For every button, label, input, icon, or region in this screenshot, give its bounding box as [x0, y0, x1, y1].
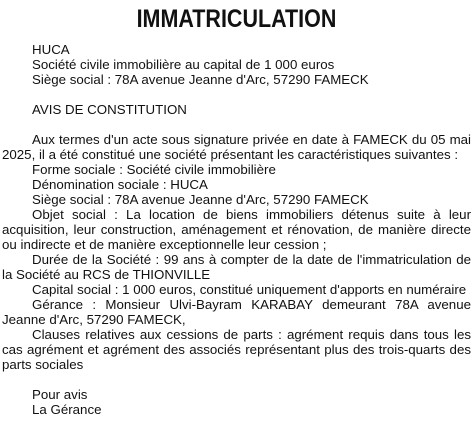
notice-body	[2, 42, 471, 417]
notice-title: AVIS DE CONSTITUTION	[32, 102, 187, 117]
field-duration: Durée de la Société : 99 ans à compter de la date de l'immatriculation de la Société au RCS de THIONVILLE	[2, 252, 471, 282]
field-capital: Capital social : 1 000 euros, constitué uniquement d'apports en numéraire	[32, 282, 467, 297]
closing-signatory: La Gérance	[32, 402, 102, 417]
company-capital-line: Société civile immobilière au capital de 1 000 euros	[32, 57, 335, 72]
field-purpose: Objet social : La location de biens immobiliers détenus suite à leur acquisition, leur construction, aménagement et rénovation, de manière directe ou indirecte et de manière exceptionnelle leur cession ;	[2, 207, 471, 252]
document-title: IMMATRICULATION	[136, 5, 337, 33]
field-form: Forme sociale : Société civile immobilière	[32, 162, 276, 177]
field-management: Gérance : Monsieur Ulvi-Bayram KARABAY demeurant 78A avenue Jeanne d'Arc, 57290 FAMECK,	[2, 297, 471, 327]
closing-pour-avis: Pour avis	[32, 387, 88, 402]
field-name: Dénomination sociale : HUCA	[32, 177, 208, 192]
field-transfer: Clauses relatives aux cessions de parts : agrément requis dans tous les cas agrément et agrément des associés représentant plus des trois-quarts des parts sociales	[2, 327, 471, 372]
intro-paragraph: Aux termes d'un acte sous signature privée en date à FAMECK du 05 mai 2025, il a été constitué une société présentant les caractéristiques suivantes :	[2, 132, 471, 162]
company-name: HUCA	[32, 42, 70, 57]
company-seat-line: Siège social : 78A avenue Jeanne d'Arc, 57290 FAMECK	[32, 72, 369, 87]
field-seat: Siège social : 78A avenue Jeanne d'Arc, 57290 FAMECK	[32, 192, 369, 207]
